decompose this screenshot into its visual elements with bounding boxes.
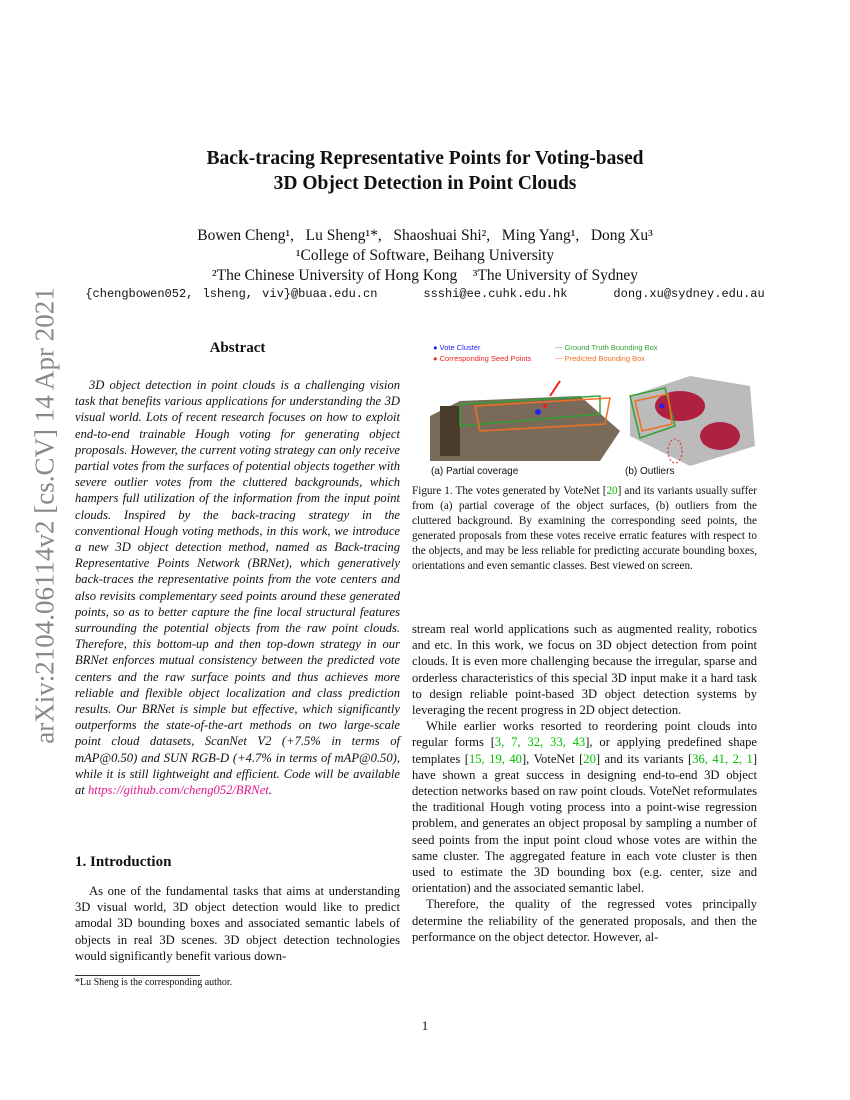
abstract: 3D object detection in point clouds is a challenging vision task that benefits various applications for understanding the 3D visual world. Lots of recent research focuses on how to exploit end-to-end trainable Hough voting for generating object proposals. However, the current voting strategy can only receive partial votes from the surfaces of potential objects together with severe outlier votes from the cluttered backgrounds, which hampers full utilization of the information from the input point clouds. Inspired by the back-tracing strategy in the conventional Hough voting methods, in this work, we introduce a new 3D object detection method, named as Back-tracing Representative Points Network (BRNet), which generatively back-traces the representative points from the vote centers and also revisits complementary seed points around these generated points, so as to better capture the fine local structural features surrounding the potential objects from the raw point clouds. Therefore, this bottom-up and then top-down strategy in our BRNet enforces mutual consistency between the predicted vote centers and the raw surface points and thus achieves more reliable and flexible object localization and class prediction results. Our BRNet is simple but effective, which significantly outperforms the state-of-the-art methods on two large-scale point cloud datasets, ScanNet V2 (+7.5% in terms of mAP@0.50) and SUN RGB-D (+4.7% in terms of mAP@0.50), while it is still lightweight and efficient. Code will be available at https://github.com/cheng052/BRNet.: [75, 378, 400, 798]
abstract-heading: Abstract: [209, 340, 266, 356]
seed-point: [543, 404, 547, 408]
page-number: 1: [421, 1018, 429, 1033]
paper-title: [0, 146, 850, 196]
sofa-cushion: [700, 422, 740, 450]
figure-image: [430, 376, 760, 466]
section-heading: 1. Introduction: [75, 854, 172, 870]
legend-label: Corresponding Seed Points: [439, 354, 532, 363]
citation-link[interactable]: 36, 41, 2, 1: [692, 751, 753, 766]
paragraph: stream real world applications such as augmented reality, robotics and etc. In this work, we focus on 3D object detection from point clouds. It is even more challenging because the irregular, sparse and orderless characteristics of this special 3D input make it a hard task to design reliable point-based 3D object detection systems by leveraging the recent progress in 2D object detection.: [412, 622, 757, 718]
arxiv-stamp: arXiv:2104.06114v2 [cs.CV] 14 Apr 2021: [29, 287, 60, 744]
intro-text: As one of the fundamental tasks that aims at understanding 3D visual world, 3D object detection would like to predict amodal 3D bounding boxes and associated semantic labels of objects in real 3D scenes. 3D object detection technologies would significantly benefit various down-: [75, 884, 400, 963]
citation-link[interactable]: 20: [606, 485, 618, 497]
subcaption-a: (a) Partial coverage: [431, 466, 519, 477]
text: ] have shown a great success in designing end-to-end 3D object detection networks based on raw point clouds. VoteNet reformulates the traditional Hough voting process into a point-wise regression problem, and generates an object proposal by sampling a number of seed points from the input point cloud whose votes are within the same cluster. The aggregated feature in each vote cluster is then used to estimate the 3D bounding box (e.g. center, size and orientation) and the associated semantic label.: [412, 751, 758, 896]
citation-link[interactable]: 15, 19, 40: [468, 751, 522, 766]
footnote-rule: [75, 975, 200, 976]
legend-seed-points: ● Corresponding Seed Points: [433, 354, 532, 363]
citation-link[interactable]: 20: [583, 751, 596, 766]
citation-link[interactable]: 3, 7, 32, 33, 43: [494, 735, 586, 750]
subcaption-b: (b) Outliers: [625, 466, 675, 477]
affiliation: ²The Chinese University of Hong Kong ³The University of Sydney: [211, 267, 638, 284]
paragraph: [412, 718, 757, 896]
bookshelf: [440, 406, 460, 456]
title-line: Back-tracing Representative Points for Voting-based: [206, 148, 644, 169]
arrow: [550, 381, 560, 396]
text: While earlier works resorted to reordering point clouds into regular forms [: [412, 719, 757, 750]
legend-vote-cluster: ● Vote Cluster: [433, 343, 481, 352]
scene-b-pointcloud: [630, 376, 755, 466]
legend-label: Vote Cluster: [439, 343, 481, 352]
figure-caption: [412, 484, 757, 574]
emails: {chengbowen052, lsheng, viv}@buaa.edu.cn ssshi@ee.cuhk.edu.hk dong.xu@sydney.edu.au: [85, 287, 765, 301]
vote-point: [660, 404, 665, 409]
text: ], VoteNet [: [521, 751, 584, 766]
paragraph: Therefore, the quality of the regressed votes principally determine the reliability of the generated proposals, and then the performance on the object detector. However, al-: [412, 897, 757, 944]
affiliation: ¹College of Software, Beihang University: [295, 247, 555, 264]
abstract-text: 3D object detection in point clouds is a challenging vision task that benefits various applications for understanding the 3D visual world. Lots of recent research focuses on how to exploit end-to-end trainable Hough voting for generating object proposals. However, the current voting strategy can only receive partial votes from the surfaces of potential objects together with severe outlier votes from the cluttered backgrounds, which hampers full utilization of the information from the input point clouds. Inspired by the back-tracing strategy in the conventional Hough voting methods, in this work, we introduce a new 3D object detection method, named as Back-tracing Representative Points Network (BRNet), which generatively back-traces the representative points from the vote centers and also revisits complementary seed points around these generated points, so as to better capture the fine local structural features surrounding the potential objects from the raw point clouds. Therefore, this bottom-up and then top-down strategy in our BRNet enforces mutual consistency between the predicted vote centers and the raw surface points and thus achieves more reliable and flexible object localization and class prediction results. Our BRNet is simple but effective, which significantly outperforms the state-of-the-art methods on two large-scale point cloud datasets, ScanNet V2 (+7.5% in terms of mAP@0.50) and SUN RGB-D (+4.7% in terms of mAP@0.50), while it is still lightweight and efficient. Code will be available at: [75, 378, 400, 798]
legend-predicted: --- Predicted Bounding Box: [555, 354, 646, 363]
figure-1: [425, 340, 760, 480]
authors: Bowen Cheng¹, Lu Sheng¹*, Shaoshuai Shi², Ming Yang¹, Dong Xu³: [197, 227, 653, 244]
title-line: 3D Object Detection in Point Clouds: [273, 173, 577, 194]
legend-ground-truth: --- Ground Truth Bounding Box: [555, 343, 658, 352]
right-column: [412, 621, 757, 945]
caption-text: ] and its variants usually suffer from (a) partial coverage of the object surfaces, (b) outliers from the cluttered background. By examining the corresponding seed points, the generated proposals from these votes receive erratic features with respect to the objects, and may be less reliable for predicting accurate bounding boxes, orientations and even semantic classes. Best viewed on screen.: [412, 485, 757, 572]
caption-text: Figure 1. The votes generated by VoteNet [: [412, 485, 607, 497]
author-block: [0, 226, 850, 286]
footnote: *Lu Sheng is the corresponding author.: [75, 977, 233, 988]
text: ] and its variants [: [595, 751, 693, 766]
code-link[interactable]: https://github.com/cheng052/BRNet: [87, 783, 269, 798]
vote-point: [535, 409, 541, 415]
text: ], or applying predefined shape templates [: [412, 735, 757, 766]
